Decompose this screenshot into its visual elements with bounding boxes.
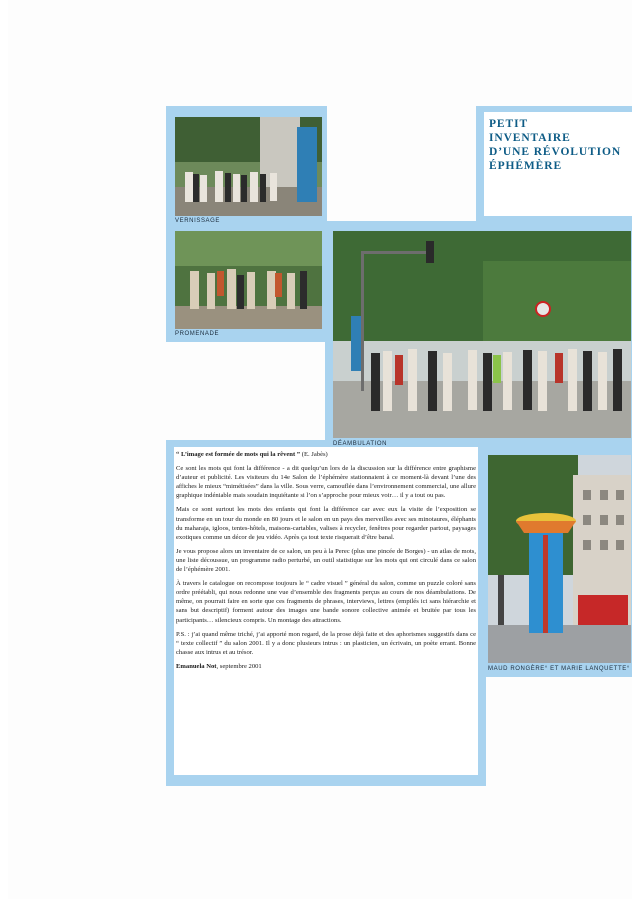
paragraph-3: Je vous propose alors un inventaire de ce salon, un peu à la Perec (plus une pincée de Borges) - un atlas de mots, une liste découssue, un programme radio perturbé, un outil statistique sur les mots qui ont circulé dans ce salon de l’éphémère 2001. [176,547,476,574]
caption-deambulation: DÉAMBULATION [333,441,388,447]
photo-artists [488,455,631,663]
caption-promenade: PROMENADE [175,331,220,337]
photo-deambulation [333,231,631,438]
article-body [176,450,476,676]
title-line-4: ÉPHÉMÈRE [489,160,563,172]
signature-date: , septembre 2001 [216,662,262,670]
paragraph-5: P.S. : j’ai quand même triché, j’ai apporté mon regard, de la prose déjà faite et des aphorismes suggestifs dans ce “ texte collectif ” du salon 2001. Il y a donc plusieurs intrus : un plasticien, un écrivain, un poète errant. Bonne chasse aux intrus et au trésor. [176,630,476,656]
signature-name: Emanuela Not [176,662,217,670]
photo-promenade [175,231,322,329]
quote-author: (E. Jabès) [300,451,328,458]
quote-text: “ L’image est formée de mots qui la rêvent ” [176,451,301,458]
paragraph-1: Ce sont les mots qui font la différence - a dit quelqu’un lors de la discussion sur la différence entre graphisme d’auteur et publicité. Les visiteurs du 14e Salon de l’éphémère stationnaient à ce moment-là devant l’une des affiches le mieux “mimétisées” dans la ville. Sous verre, camouflée dans l’environnement commercial, une allure graphique indéniable mais soudain inquiétante si l’on s’approche pour mieux voir… il y a tout ou pas. [176,465,476,500]
paragraph-2: Mais ce sont surtout les mots des enfants qui font la différence car avec eux la visite de l’exposition se transforme en un tour du monde en 80 jours et le salon en un pays des merveilles avec ses minotaures, éléphants du maharaja, igloos, tentes-hôtels, maisons-cartables, valises à recycler, fenêtres pour regarder partout, paysages exotiques comme un décor de jeu vidéo. Après ça tout texte risquerait d’être banal. [176,506,476,541]
quote [176,450,476,459]
caption-vernissage: VERNISSAGE [175,218,221,224]
paragraph-4: À travers le catalogue on recompose toujours le “ cadre visuel ” général du salon, comme un puzzle coloré sans ordre préétabli, qui nous redonne une vue d’ensemble des fragments perçus au cours de nos déambulations. De même, on pourrait faire en sorte que ces fragments de phrases, interviews, lettres (empilés ici sans hiérarchie et sans but descriptif) forment autour des images une bande sonore collective animée et bruitée par tous les participants… silencieux compris. Un montage des attractions. [176,580,476,624]
caption-artists: MAUD RONGÈRE° ET MARIE LANQUETTE° [488,666,630,672]
title-line-1: PETIT [489,118,529,130]
page-title [489,117,629,173]
title-line-2: INVENTAIRE [489,132,571,144]
photo-vernissage [175,117,322,216]
signature [176,662,476,671]
title-line-3: D’UNE RÉVOLUTION [489,146,622,158]
